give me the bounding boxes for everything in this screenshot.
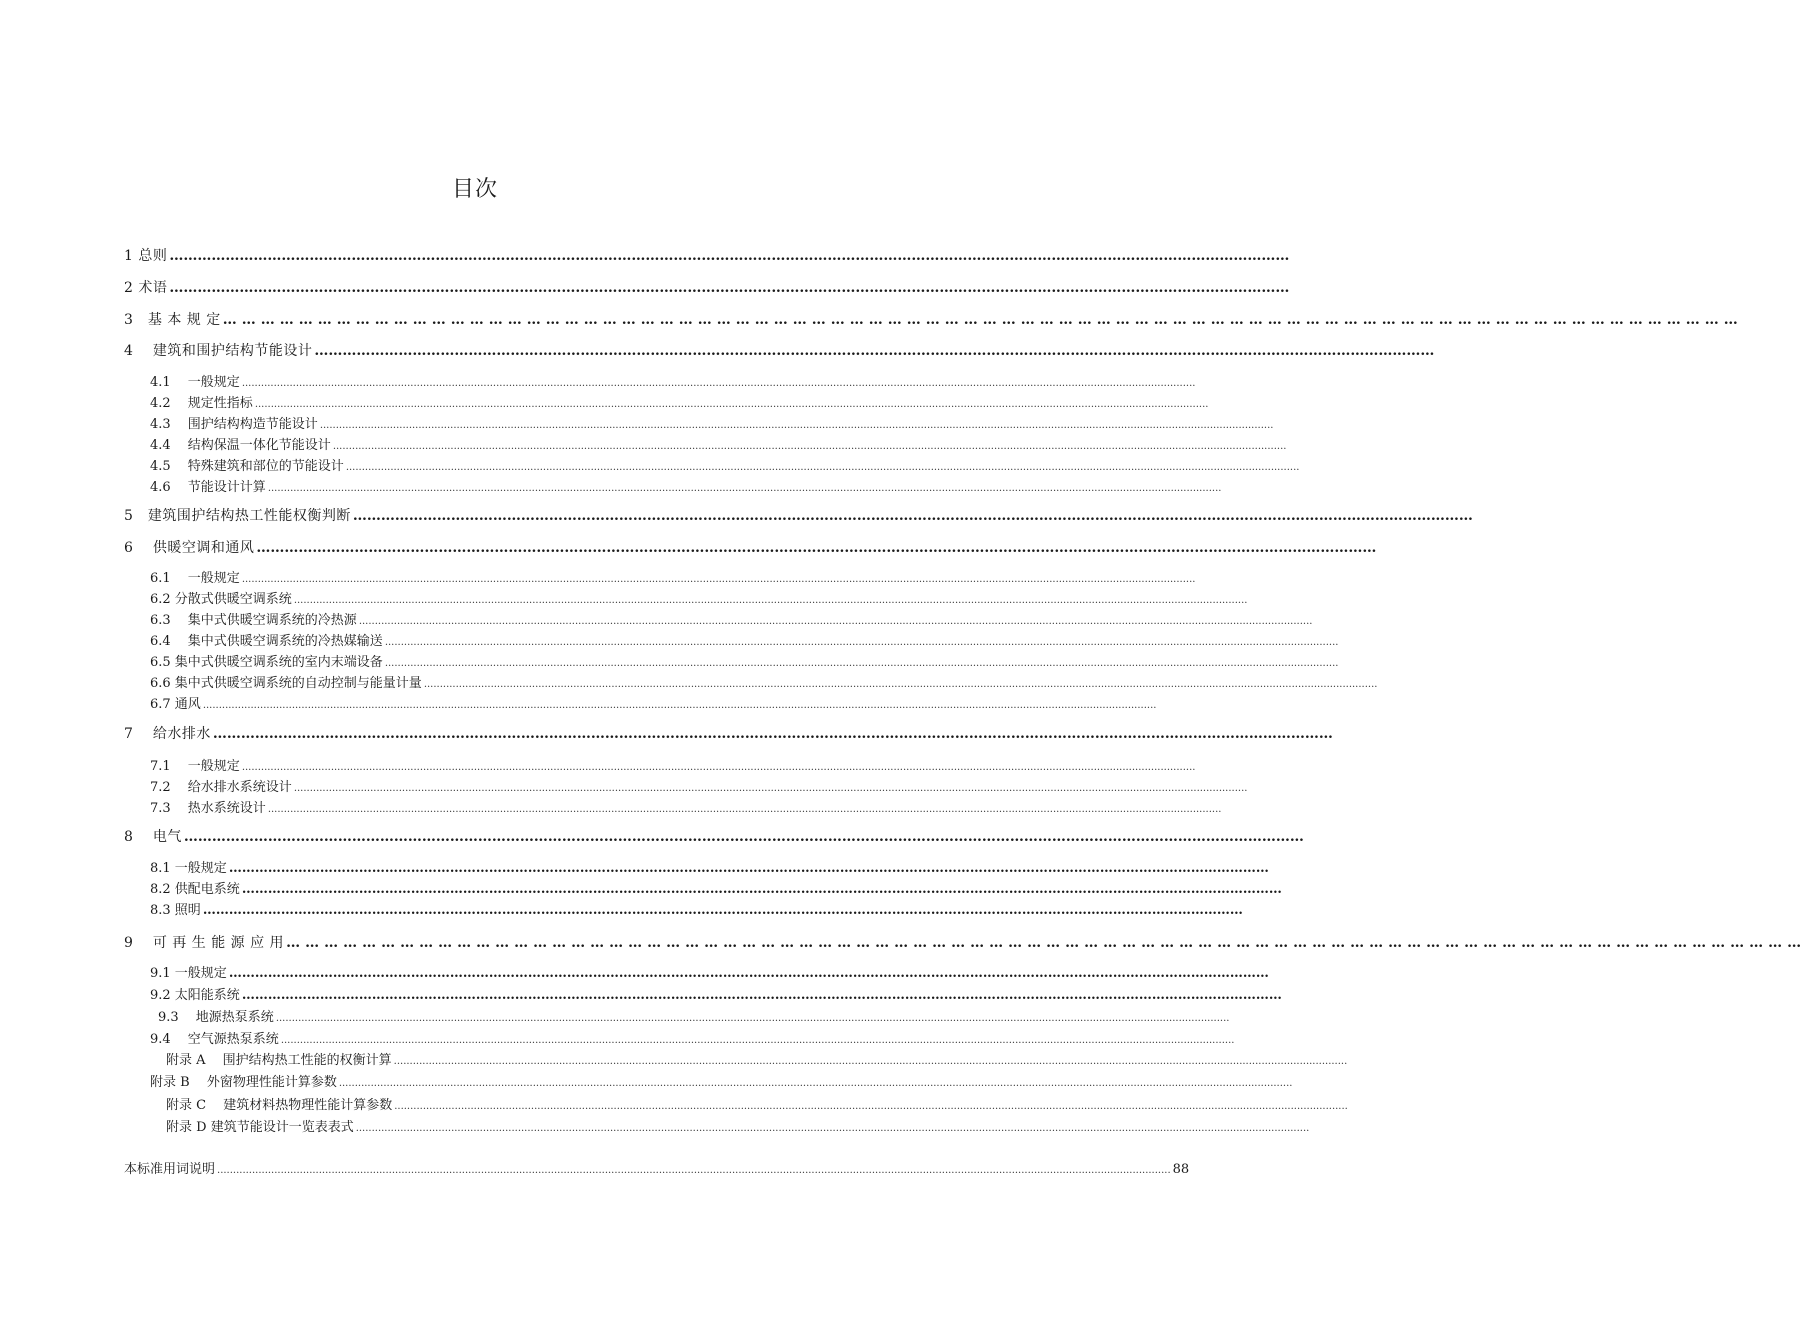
- toc-entry-label: 6.7 通风: [150, 697, 201, 712]
- toc-entry-1[interactable]: [124, 245, 1290, 267]
- toc-entry-4-3[interactable]: [150, 414, 1274, 436]
- toc-entry-4-1[interactable]: [150, 372, 1196, 394]
- dot-leader: ............................................................................................................................................................................................................................................................................................................: [358, 616, 1313, 627]
- toc-entry-8-2[interactable]: [150, 879, 1282, 901]
- toc-title: 目次: [451, 177, 498, 202]
- toc-entry-page: 88: [1172, 1162, 1190, 1177]
- dot-leader: ……………………………………………………………………………………………………………………………………………………………………………………………………………………: [212, 726, 1333, 742]
- toc-entry-9-2[interactable]: [150, 985, 1282, 1007]
- toc-entry-4-2[interactable]: [150, 393, 1209, 415]
- toc-entry-label: 6.5 集中式供暖空调系统的室内末端设备: [150, 655, 383, 670]
- dot-leader: ……………………………………………………………………………………………………………………………………………………………………………………………………………………: [352, 508, 1473, 524]
- toc-entry-label: 附录 C 建筑材料热物理性能计算参数: [166, 1098, 393, 1113]
- dot-leader: ............................................................................................................................................................................................................................................................................................................: [241, 762, 1196, 773]
- toc-entry-label: 8.1 一般规定: [150, 861, 227, 876]
- toc-entry-label: 6 供暖空调和通风: [124, 540, 255, 556]
- dot-leader: ............................................................................................................................................................................................................................................................................................................: [393, 1056, 1348, 1067]
- toc-entry-label: 4.3 围护结构构造节能设计: [150, 417, 318, 432]
- toc-entry-label: 9.2 太阳能系统: [150, 988, 240, 1003]
- dot-leader: ……………………………………………………………………………………………………………………………………………………………………………………………………………………: [228, 861, 1269, 876]
- toc-entry-label: 7.3 热水系统设计: [150, 801, 266, 816]
- toc-entry-8-1[interactable]: [150, 858, 1269, 880]
- toc-entry-9[interactable]: [124, 932, 1806, 954]
- dot-leader: ............................................................................................................................................................................................................................................................................................................: [267, 483, 1222, 494]
- toc-entry-7[interactable]: [124, 723, 1333, 745]
- toc-entry-label: 8 电气: [124, 829, 182, 845]
- toc-entry-label: 本标准用词说明: [124, 1162, 216, 1177]
- toc-entry-label: 3 基 本 规 定: [124, 312, 221, 328]
- dot-leader: ............................................................................................................................................................................................................................................................................................................: [241, 574, 1196, 585]
- dot-leader: ............................................................................................................................................................................................................................................................................................................: [293, 595, 1248, 606]
- dot-leader: ............................................................................................................................................................................................................................................................................................................: [267, 804, 1222, 815]
- toc-entry-8[interactable]: [124, 826, 1304, 848]
- dot-leader: ............................................................................................................................................................................................................................................................................................................: [293, 783, 1248, 794]
- dot-leader: ............................................................................................................................................................................................................................................................................................................: [384, 637, 1339, 648]
- toc-entry-4-4[interactable]: [150, 435, 1287, 457]
- dot-leader: ............................................................................................................................................................................................................................................................................................................: [319, 420, 1274, 431]
- toc-entry-label: 4.5 特殊建筑和部位的节能设计: [150, 459, 344, 474]
- dot-leader: ……………………………………………………………………………………………………………………………………………………………………………………………………………………: [202, 903, 1243, 918]
- toc-entry-9-1[interactable]: [150, 963, 1269, 985]
- toc-entry-label: 4.2 规定性指标: [150, 396, 253, 411]
- dot-leader: ……………………………………………………………………………………………………………………………………………………………………………………………………………………: [241, 882, 1282, 897]
- toc-entry-appendix-b[interactable]: [150, 1072, 1293, 1094]
- toc-entry-6-2[interactable]: [150, 589, 1248, 611]
- toc-entry-label: 9 可 再 生 能 源 应 用: [124, 935, 285, 951]
- toc-entry-7-1[interactable]: [150, 756, 1196, 778]
- toc-entry-usage-notes[interactable]: [124, 1159, 1190, 1181]
- dot-leader: ............................................................................................................................................................................................................................................................................................................: [394, 1101, 1348, 1112]
- toc-entry-4-6[interactable]: [150, 477, 1222, 499]
- toc-entry-appendix-c[interactable]: [166, 1095, 1348, 1117]
- toc-entry-label: 附录 D 建筑节能设计一览表表式: [166, 1120, 354, 1135]
- toc-entry-label: 2 术语: [124, 280, 168, 296]
- dot-leader: ……………………………………………………………………………………………………………………………………………………………………………………………………………………: [286, 935, 1806, 951]
- dot-leader: ............................................................................................................................................................................................................................................................................................................: [355, 1123, 1310, 1134]
- toc-entry-label: 4 建筑和围护结构节能设计: [124, 343, 313, 359]
- toc-entry-9-4[interactable]: [150, 1029, 1235, 1051]
- dot-leader: ……………………………………………………………………………………………………………………………………………………………………………………………………………………: [314, 343, 1435, 359]
- dot-leader: ……………………………………………………………………………………………………………………………………………………………………………………………………………………: [169, 248, 1290, 264]
- toc-entry-label: 5 建筑围护结构热工性能权衡判断: [124, 508, 351, 524]
- dot-leader: ……………………………………………………………………………………………………………………………………………………………………………………………………………………: [241, 988, 1282, 1003]
- toc-entry-label: 7 给水排水: [124, 726, 211, 742]
- toc-entry-9-3[interactable]: [158, 1007, 1230, 1029]
- toc-entry-6-6[interactable]: [150, 673, 1378, 695]
- dot-leader: ............................................................................................................................................................................................................................................................................................................: [280, 1035, 1235, 1046]
- dot-leader: ............................................................................................................................................................................................................................................................................................................: [338, 1078, 1293, 1089]
- dot-leader: ............................................................................................................................................................................................................................................................................................................: [254, 399, 1209, 410]
- toc-entry-label: 4.6 节能设计计算: [150, 480, 266, 495]
- toc-entry-label: 8.3 照明: [150, 903, 201, 918]
- toc-entry-label: 附录 A 围护结构热工性能的权衡计算: [166, 1053, 392, 1068]
- toc-entry-6-3[interactable]: [150, 610, 1313, 632]
- toc-entry-6-4[interactable]: [150, 631, 1339, 653]
- toc-entry-label: 8.2 供配电系统: [150, 882, 240, 897]
- toc-entry-4-5[interactable]: [150, 456, 1300, 478]
- toc-entry-label: 1 总则: [124, 248, 168, 264]
- toc-entry-label: 9.1 一般规定: [150, 966, 227, 981]
- toc-entry-label: 6.2 分散式供暖空调系统: [150, 592, 292, 607]
- toc-entry-appendix-d[interactable]: [166, 1117, 1310, 1139]
- dot-leader: ……………………………………………………………………………………………………………………………………………………………………………………………………………………: [222, 312, 1743, 328]
- toc-entry-label: 6.3 集中式供暖空调系统的冷热源: [150, 613, 357, 628]
- toc-entry-label: 7.2 给水排水系统设计: [150, 780, 292, 795]
- dot-leader: ............................................................................................................................................................................................................................................................................................................: [384, 658, 1339, 669]
- toc-entry-4[interactable]: [124, 340, 1435, 362]
- dot-leader: ............................................................................................................................................................................................................................................................................................................: [332, 441, 1287, 452]
- toc-entry-6-5[interactable]: [150, 652, 1339, 674]
- toc-entry-2[interactable]: [124, 277, 1290, 299]
- dot-leader: ……………………………………………………………………………………………………………………………………………………………………………………………………………………: [256, 540, 1377, 556]
- dot-leader: ……………………………………………………………………………………………………………………………………………………………………………………………………………………: [169, 280, 1290, 296]
- dot-leader: ............................................................................................................................................................................................................................................................................................................: [217, 1165, 1171, 1176]
- dot-leader: ............................................................................................................................................................................................................................................................................................................: [202, 700, 1157, 711]
- toc-entry-label: 4.4 结构保温一体化节能设计: [150, 438, 331, 453]
- toc-entry-label: 9.4 空气源热泵系统: [150, 1032, 279, 1047]
- toc-entry-label: 6.1 一般规定: [150, 571, 240, 586]
- toc-entry-label: 6.4 集中式供暖空调系统的冷热媒输送: [150, 634, 383, 649]
- toc-entry-8-3[interactable]: [150, 900, 1243, 922]
- toc-entry-6[interactable]: [124, 537, 1377, 559]
- toc-entry-label: 6.6 集中式供暖空调系统的自动控制与能量计量: [150, 676, 422, 691]
- toc-entry-label: 附录 B 外窗物理性能计算参数: [150, 1075, 337, 1090]
- toc-entry-7-2[interactable]: [150, 777, 1248, 799]
- toc-entry-6-7[interactable]: [150, 694, 1157, 716]
- dot-leader: ............................................................................................................................................................................................................................................................................................................: [345, 462, 1300, 473]
- toc-entry-appendix-a[interactable]: [166, 1050, 1348, 1072]
- dot-leader: ............................................................................................................................................................................................................................................................................................................: [241, 378, 1196, 389]
- toc-entry-6-1[interactable]: [150, 568, 1196, 590]
- dot-leader: ……………………………………………………………………………………………………………………………………………………………………………………………………………………: [228, 966, 1269, 981]
- toc-entry-label: 9.3 地源热泵系统: [158, 1010, 274, 1025]
- dot-leader: ............................................................................................................................................................................................................................................................................................................: [275, 1013, 1230, 1024]
- toc-entry-label: 4.1 一般规定: [150, 375, 240, 390]
- toc-entry-3[interactable]: [124, 309, 1743, 331]
- toc-entry-5[interactable]: [124, 505, 1473, 527]
- toc-entry-7-3[interactable]: [150, 798, 1222, 820]
- dot-leader: ............................................................................................................................................................................................................................................................................................................: [423, 679, 1378, 690]
- dot-leader: ……………………………………………………………………………………………………………………………………………………………………………………………………………………: [183, 829, 1304, 845]
- toc-entry-label: 7.1 一般规定: [150, 759, 240, 774]
